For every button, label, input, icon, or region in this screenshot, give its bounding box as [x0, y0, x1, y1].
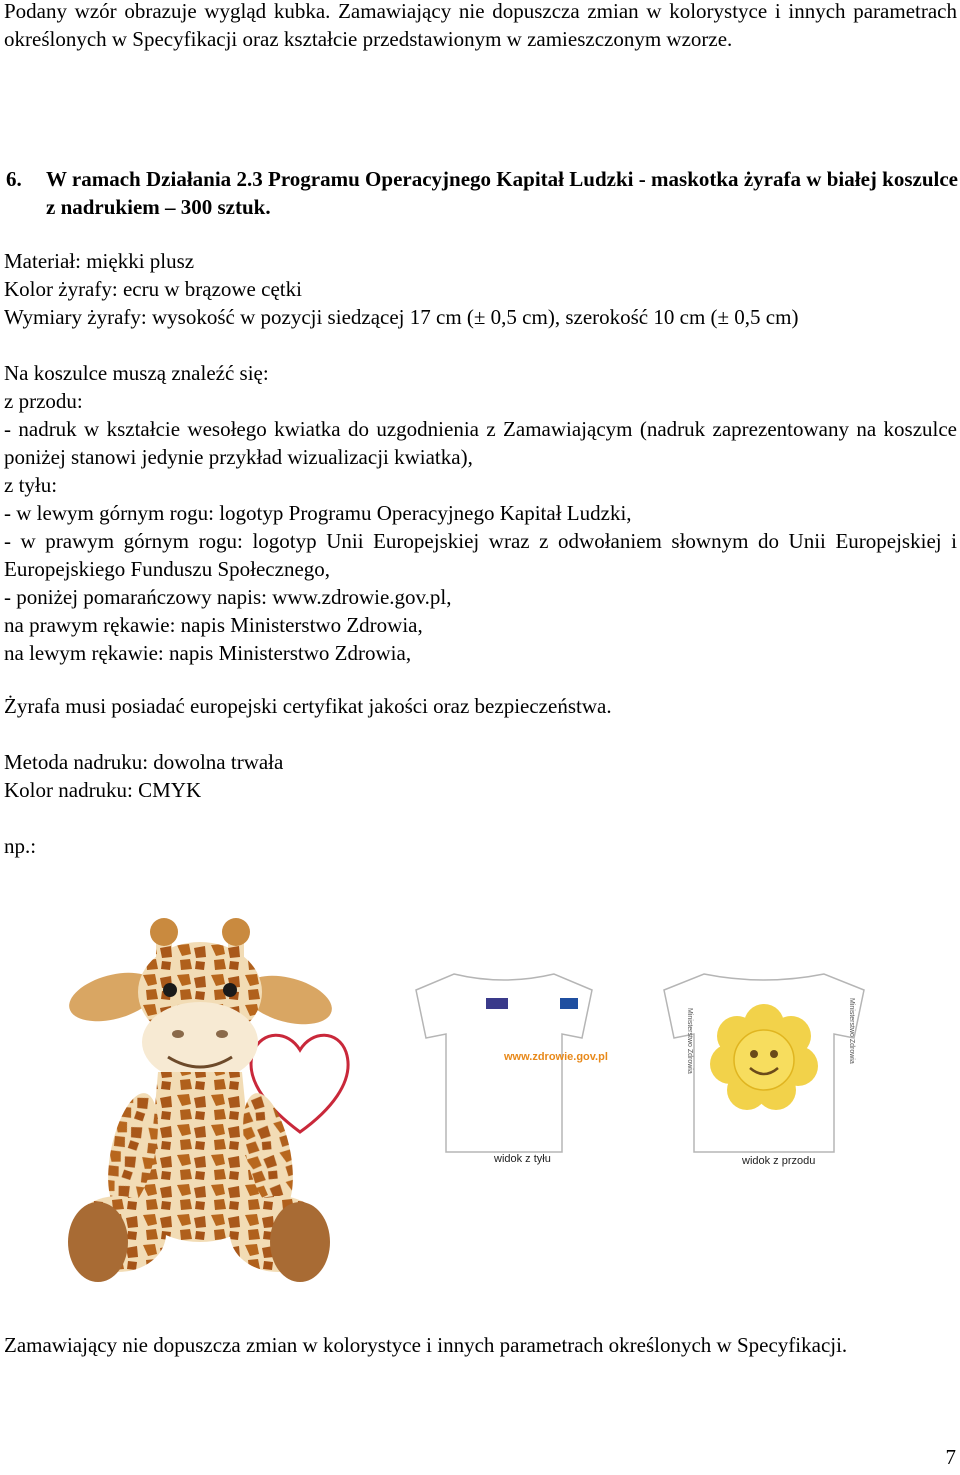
sleeve-text-left: Ministerstwo Zdrowia — [686, 1008, 693, 1074]
spec-right-sleeve: na prawym rękawie: napis Ministerstwo Zdrowia, — [4, 613, 423, 637]
section-heading — [6, 165, 959, 221]
spec-dimensions: Wymiary żyrafy: wysokość w pozycji siedzącej 17 cm (± 0,5 cm), szerokość 10 cm (± 0,5 cm) — [4, 305, 799, 329]
footer-note: Zamawiający nie dopuszcza zmian w kolorystyce i innych parametrach określonych w Specyfikacji. — [4, 1333, 848, 1357]
spec-back-item-3: - poniżej pomarańczowy napis: www.zdrowie.gov.pl, — [4, 585, 452, 609]
intro-paragraph: Podany wzór obrazuje wygląd kubka. Zamawiający nie dopuszcza zmian w kolorystyce i innych parametrach określonych w Specyfikacji oraz kształcie przedstawionym w zamieszczonym wzorze. — [4, 0, 957, 51]
shirt-back-caption: widok z tyłu — [494, 1153, 551, 1165]
spec-color: Kolor żyrafy: ecru w brązowe cętki — [4, 277, 302, 301]
spec-material: Materiał: miękki plusz — [4, 249, 195, 273]
spec-back-label: z tyłu: — [4, 473, 58, 497]
spec-shirt-intro: Na koszulce muszą znaleźć się: — [4, 361, 269, 385]
spec-front-label: z przodu: — [4, 389, 83, 413]
giraffe-plush-image — [38, 912, 358, 1302]
tshirt-front-image — [644, 968, 884, 1178]
spec-back-item-1: - w lewym górnym rogu: logotyp Programu Operacyjnego Kapitał Ludzki, — [4, 501, 632, 525]
section-title: W ramach Działania 2.3 Programu Operacyjnego Kapitał Ludzki - maskotka żyrafa w białej koszulce z nadrukiem – 300 sztuk. — [46, 167, 958, 219]
print-color: Kolor nadruku: CMYK — [4, 778, 202, 802]
shirt-back-url: www.zdrowie.gov.pl — [504, 1051, 608, 1063]
section-number: 6. — [6, 167, 22, 191]
tshirt-back-image — [414, 968, 608, 1178]
page-number: 7 — [945, 1445, 956, 1469]
spec-front-item: - nadruk w kształcie wesołego kwiatka do uzgodnienia z Zamawiającym (nadruk zaprezentowany na koszulce poniżej stanowi jedynie przykład wizualizacji kwiatka), — [4, 417, 957, 469]
certificate-line: Żyrafa musi posiadać europejski certyfikat jakości oraz bezpieczeństwa. — [4, 694, 612, 718]
spec-block — [4, 247, 957, 667]
giraffe-icon — [38, 912, 358, 1302]
tshirt-back-icon — [414, 968, 608, 1178]
print-block — [4, 748, 957, 804]
spec-back-item-2: - w prawym górnym rogu: logotyp Unii Europejskiej wraz z odwołaniem słownym do Unii Europejskiej i Europejskiego Funduszu Społecznego, — [4, 529, 957, 581]
eu-logo-left-icon — [486, 998, 508, 1009]
sleeve-text-right: Ministerstwo Zdrowia — [848, 998, 855, 1064]
print-method: Metoda nadruku: dowolna trwała — [4, 750, 284, 774]
eu-flag-icon — [560, 998, 578, 1009]
spec-left-sleeve: na lewym rękawie: napis Ministerstwo Zdrowia, — [4, 641, 412, 665]
shirt-front-caption: widok z przodu — [742, 1155, 816, 1167]
tshirt-front-icon — [644, 968, 884, 1178]
example-label: np.: — [4, 834, 37, 858]
